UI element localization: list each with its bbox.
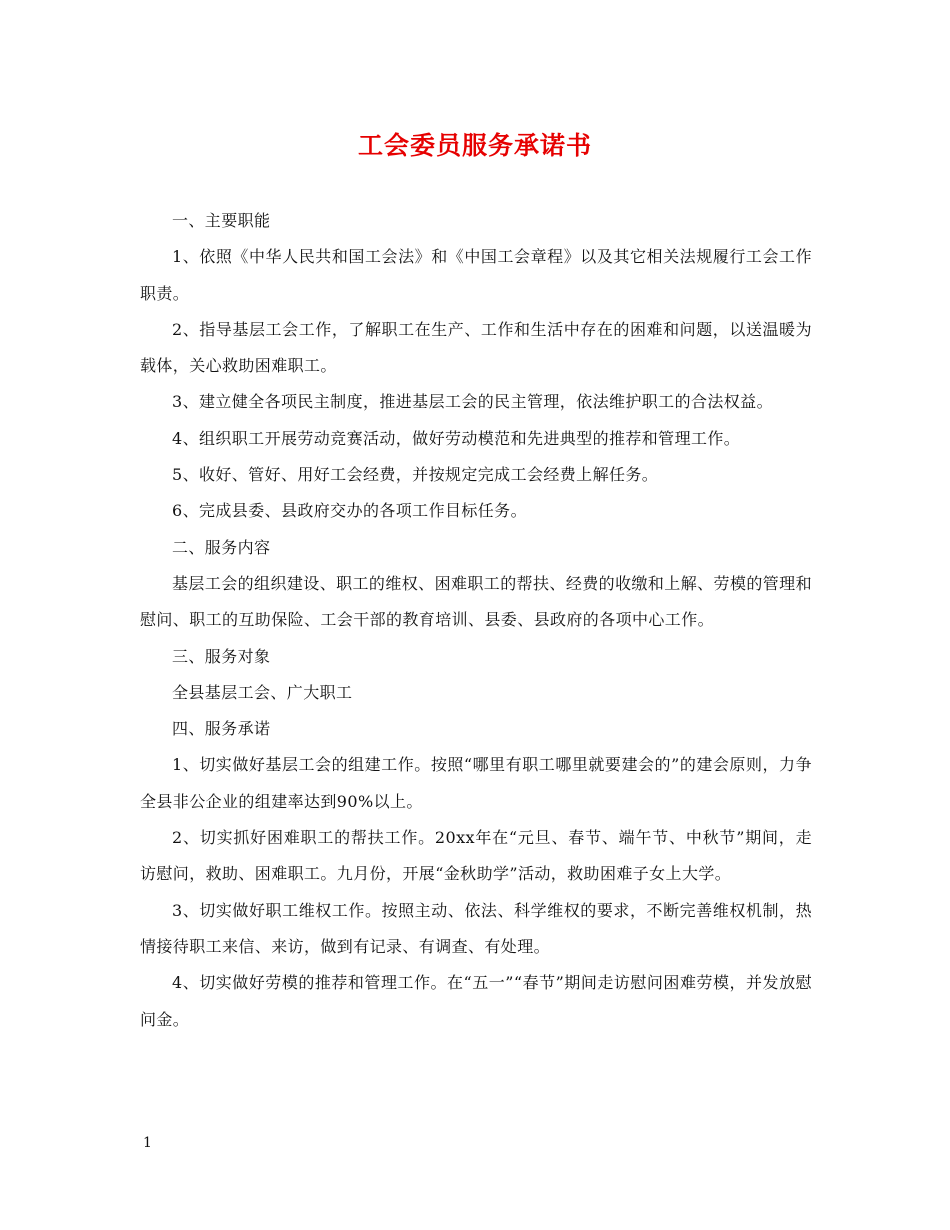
paragraph-function-2: 2、指导基层工会工作，了解职工在生产、工作和生活中存在的困难和问题，以送温暖为载体，关心救助困难职工。 [140, 319, 812, 376]
section-heading-commitments: 四、服务承诺 [172, 719, 271, 739]
paragraph-commitment-1: 1、切实做好基层工会的组建工作。按照“哪里有职工哪里就要建会的”的建会原则，力争全县非公企业的组建率达到90%以上。 [140, 755, 812, 811]
document-title: 工会委员服务承诺书 [357, 131, 592, 160]
paragraph-function-5: 5、收好、管好、用好工会经费，并按规定完成工会经费上解任务。 [172, 465, 659, 485]
section-heading-content: 二、服务内容 [172, 537, 271, 557]
section-heading-targets: 三、服务对象 [172, 646, 271, 666]
paragraph-function-4: 4、组织职工开展劳动竞赛活动，做好劳动模范和先进典型的推荐和管理工作。 [172, 428, 741, 448]
document-body [140, 203, 812, 1038]
paragraph-commitment-3: 3、切实做好职工维权工作。按照主动、依法、科学维权的要求，不断完善维权机制，热情接待职工来信、来访，做到有记录、有调查、有处理。 [140, 900, 812, 956]
paragraph-function-6: 6、完成县委、县政府交办的各项工作目标任务。 [172, 501, 527, 521]
paragraph-content: 基层工会的组织建设、职工的维权、困难职工的帮扶、经费的收缴和上解、劳模的管理和慰问、职工的互助保险、工会干部的教育培训、县委、县政府的各项中心工作。 [140, 573, 812, 630]
paragraph-function-1: 1、依照《中华人民共和国工会法》和《中国工会章程》以及其它相关法规履行工会工作职责。 [140, 247, 812, 303]
paragraph-commitment-4: 4、切实做好劳模的推荐和管理工作。在“五一”“春节”期间走访慰问困难劳模，并发放慰问金。 [140, 973, 812, 1029]
page-number: 1 [143, 1135, 152, 1151]
section-heading-functions: 一、主要职能 [172, 211, 271, 230]
paragraph-targets: 全县基层工会、广大职工 [172, 682, 353, 702]
paragraph-commitment-2: 2、切实抓好困难职工的帮扶工作。20xx年在“元旦、春节、端午节、中秋节”期间，走访慰问，救助、困难职工。九月份，开展“金秋助学”活动，救助困难子女上大学。 [140, 828, 812, 884]
paragraph-function-3: 3、建立健全各项民主制度，推进基层工会的民主管理，依法维护职工的合法权益。 [172, 392, 773, 412]
